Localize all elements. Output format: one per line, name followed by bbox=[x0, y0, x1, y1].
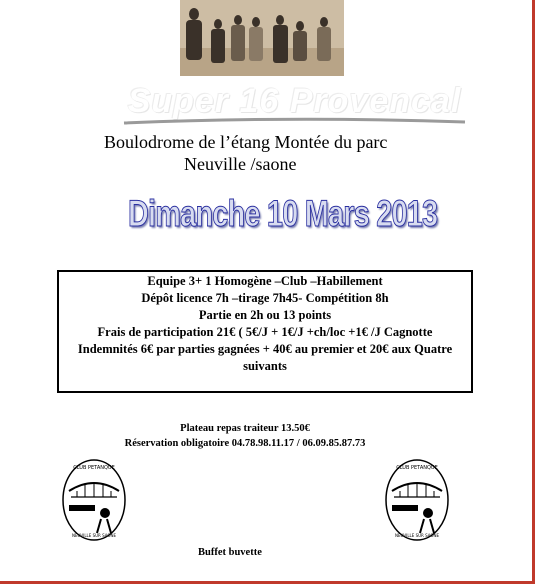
event-banner bbox=[122, 82, 467, 126]
logo-bottom-text: NEUVILLE SUR SAONE bbox=[394, 533, 440, 538]
rule-line: Indemnités 6€ par parties gagnées + 40€ au premier et 20€ aux Quatre suivants bbox=[77, 342, 453, 373]
meal-price: Plateau repas traiteur 13.50€ bbox=[180, 423, 310, 434]
rule-line: Equipe 3+ 1 Homogène –Club –Habillement bbox=[147, 274, 383, 288]
meal-info bbox=[85, 421, 405, 451]
rule-line: Frais de participation 21€ ( 5€/J + 1€/J +ch/loc +1€ /J Cagnotte bbox=[97, 325, 433, 339]
petanque-players-photo bbox=[180, 0, 344, 76]
venue-address bbox=[104, 131, 444, 175]
logo-bottom-text: NEUVILLE SUR SAONE bbox=[71, 533, 117, 538]
banner-title: Super 16 Provencal bbox=[127, 82, 462, 120]
logo-top-text: CLUB PETANQUE bbox=[73, 465, 115, 471]
buffet-text: Buffet buvette bbox=[198, 547, 262, 558]
rule-line: Partie en 2h ou 13 points bbox=[198, 308, 332, 322]
venue-line-1: Boulodrome de l’étang Montée du parc bbox=[104, 132, 388, 152]
event-date: Dimanche 10 Mars 2013 bbox=[128, 193, 438, 234]
club-logo-left bbox=[61, 457, 127, 543]
club-logo-right bbox=[384, 457, 450, 543]
booking-phones: Réservation obligatoire 04.78.98.11.17 / 06.09.85.87.73 bbox=[124, 438, 366, 449]
rule-line: Dépôt licence 7h –tirage 7h45- Compétition 8h bbox=[141, 291, 389, 305]
rules-box bbox=[57, 270, 473, 393]
logo-top-text: CLUB PETANQUE bbox=[396, 465, 438, 471]
venue-line-2: Neuville /saone bbox=[184, 154, 297, 174]
